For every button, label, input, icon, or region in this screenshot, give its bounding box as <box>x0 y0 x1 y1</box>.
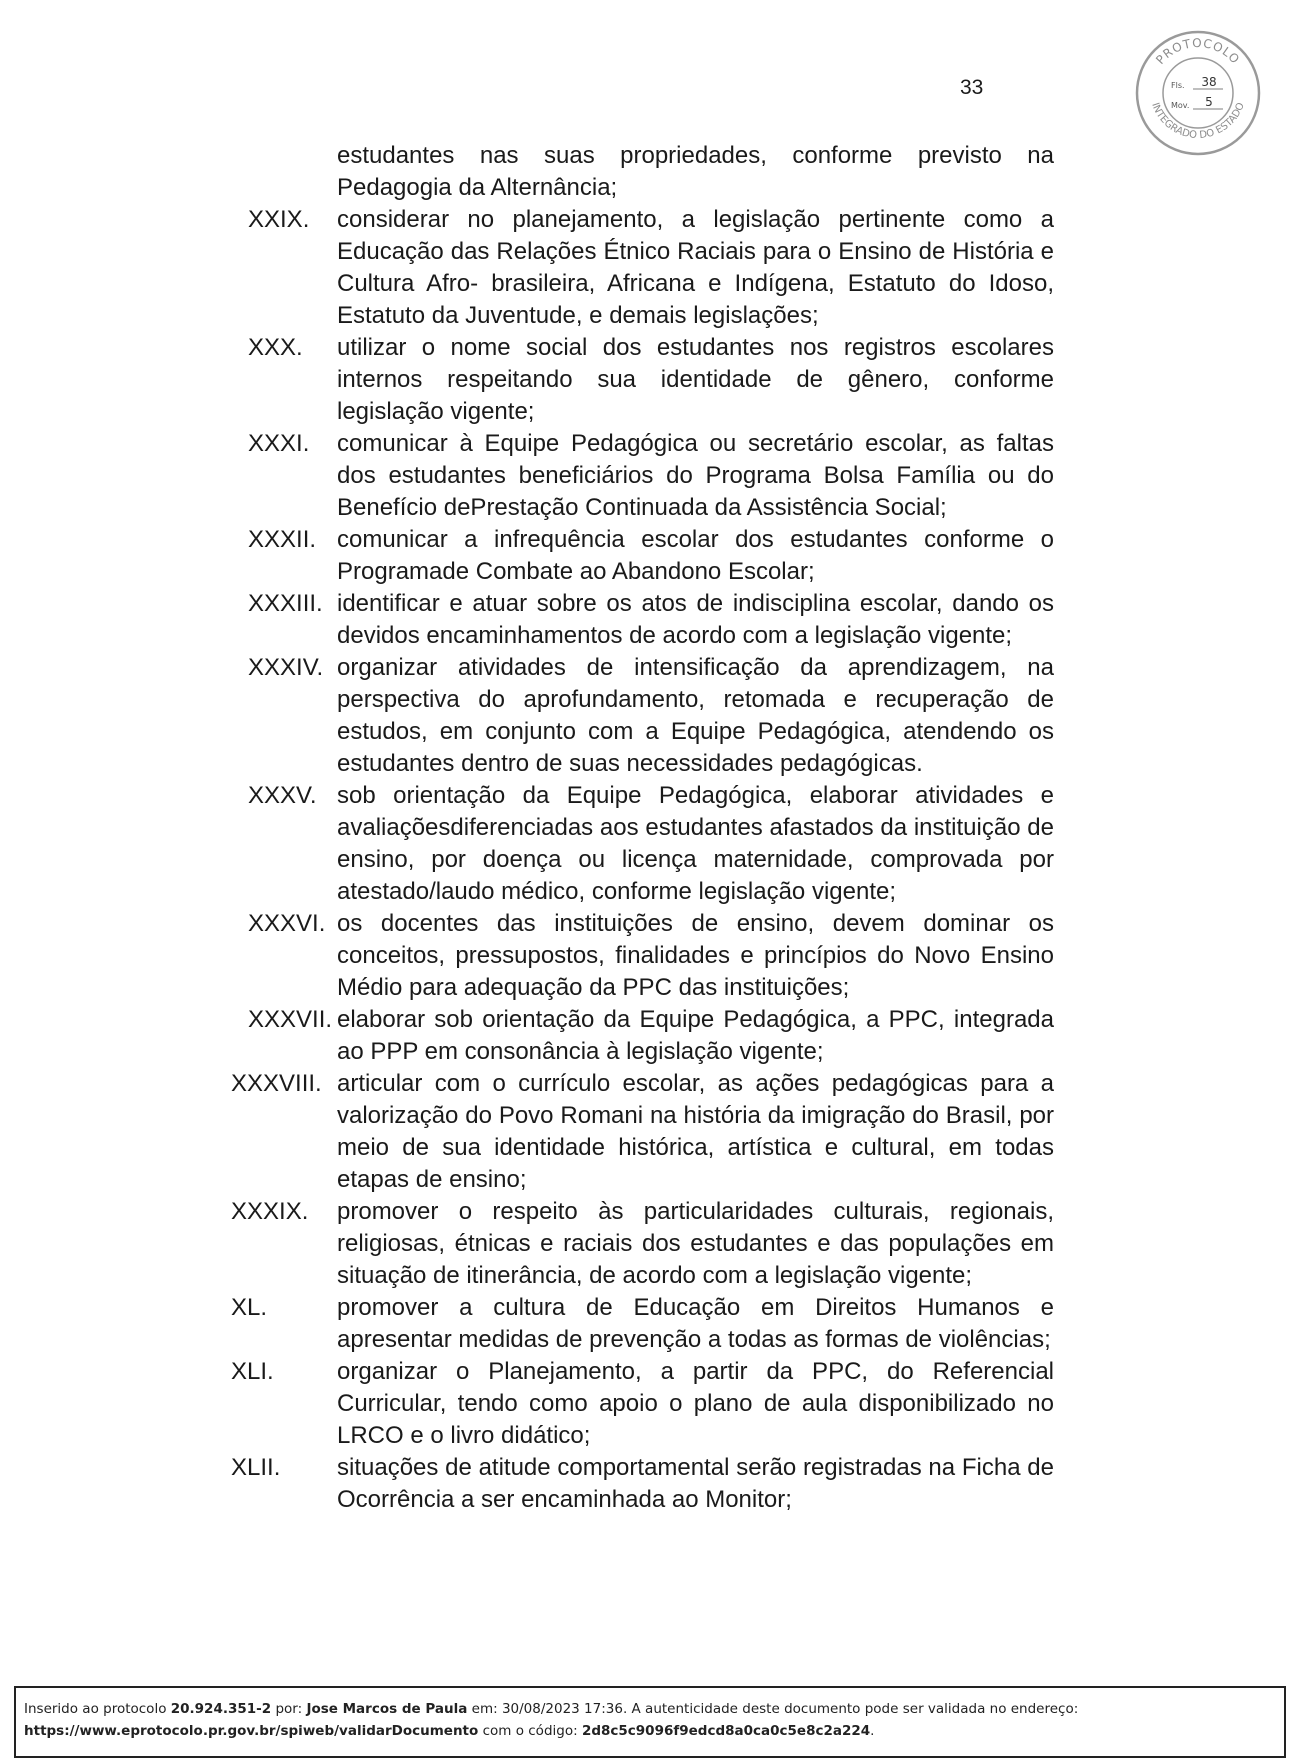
item-text: promover a cultura de Educação em Direitos Humanos e apresentar medidas de prevenção a todas as formas de violências; <box>337 1294 1054 1353</box>
list-item <box>0 1004 1290 1068</box>
item-text: identificar e atuar sobre os atos de indisciplina escolar, dando os devidos encaminhamentos de acordo com a legislação vigente; <box>337 590 1054 649</box>
continuation-text: estudantes nas suas propriedades, conforme previsto na Pedagogia da Alternância; <box>337 142 1054 201</box>
item-number: XL. <box>231 1294 268 1321</box>
stamp-fls-value: 38 <box>1201 75 1217 89</box>
protocol-stamp <box>1135 30 1261 156</box>
list-item <box>0 428 1290 524</box>
item-number: XLII. <box>231 1454 281 1481</box>
item-text: comunicar a infrequência escolar dos estudantes conforme o Programade Combate ao Abandono Escolar; <box>337 526 1054 585</box>
author-name: Jose Marcos de Paula <box>306 1701 468 1717</box>
item-number: XXX. <box>248 334 303 361</box>
item-number: XLI. <box>231 1358 274 1385</box>
protocol-number: 20.924.351-2 <box>170 1701 272 1717</box>
item-number: XXXVIII. <box>231 1070 322 1097</box>
footer-text: por: <box>271 1701 307 1717</box>
footer-line-1 <box>24 1698 1274 1720</box>
list-item <box>0 780 1290 908</box>
footer-text: Inserido ao protocolo <box>24 1701 171 1717</box>
list-item <box>0 1356 1290 1452</box>
item-number: XXXIX. <box>231 1198 309 1225</box>
list-item <box>0 1068 1290 1196</box>
list-item <box>0 1452 1290 1516</box>
validation-code: 2d8c5c9096f9edcd8a0ca0c5e8c2a224 <box>581 1723 871 1739</box>
item-number: XXXI. <box>248 430 310 457</box>
item-number: XXXIII. <box>248 590 323 617</box>
item-text: considerar no planejamento, a legislação pertinente como a Educação das Relações Étnico Raciais para o Ensino de História e Cultura Afro- brasileira, Africana e Indígena, Estatuto do Idoso, Estatuto da Juventude, e demais legislações; <box>337 206 1054 329</box>
item-number: XXXII. <box>248 526 317 553</box>
item-text: organizar o Planejamento, a partir da PPC, do Referencial Curricular, tendo como apoio o plano de aula disponibilizado no LRCO e o livro didático; <box>337 1358 1054 1449</box>
item-number: XXIX. <box>248 206 310 233</box>
footer-text: em: 30/08/2023 17:36. A autenticidade deste documento pode ser validada no endereço: <box>467 1701 1079 1717</box>
item-text: elaborar sob orientação da Equipe Pedagógica, a PPC, integrada ao PPP em consonância à legislação vigente; <box>337 1006 1054 1065</box>
item-number: XXXVI. <box>248 910 326 937</box>
stamp-arc-top: PROTOCOLO <box>1153 35 1243 67</box>
list-item <box>0 204 1290 332</box>
item-text: articular com o currículo escolar, as ações pedagógicas para a valorização do Povo Romani na história da imigração do Brasil, por meio de sua identidade histórica, artística e cultural, em todas etapas de ensino; <box>337 1070 1054 1193</box>
document-body <box>0 140 1290 1516</box>
list-item <box>0 652 1290 780</box>
list-item <box>0 1196 1290 1292</box>
validation-url[interactable]: https://www.eprotocolo.pr.gov.br/spiweb/validarDocumento <box>24 1723 479 1739</box>
item-number: XXXVII. <box>248 1006 333 1033</box>
item-number: XXXIV. <box>248 654 324 681</box>
item-text: sob orientação da Equipe Pedagógica, elaborar atividades e avaliaçõesdiferenciadas aos estudantes afastados da instituição de ensino, por doença ou licença maternidade, comprovada por atestado/laudo médico, conforme legislação vigente; <box>337 782 1054 905</box>
item-text: situações de atitude comportamental serão registradas na Ficha de Ocorrência a ser encaminhada ao Monitor; <box>337 1454 1054 1513</box>
item-number: XXXV. <box>248 782 317 809</box>
page-number: 33 <box>960 76 984 99</box>
footer-text: . <box>870 1723 875 1739</box>
continuation-paragraph <box>0 140 1290 204</box>
list-item <box>0 588 1290 652</box>
item-text: organizar atividades de intensificação da aprendizagem, na perspectiva do aprofundamento, retomada e recuperação de estudos, em conjunto com a Equipe Pedagógica, atendendo os estudantes dentro de suas necessidades pedagógicas. <box>337 654 1054 777</box>
list-item <box>0 524 1290 588</box>
list-item <box>0 908 1290 1004</box>
stamp-arc-bottom: INTEGRADO DO ESTADO <box>1149 101 1247 142</box>
list-item <box>0 332 1290 428</box>
item-text: comunicar à Equipe Pedagógica ou secretário escolar, as faltas dos estudantes beneficiários do Programa Bolsa Família ou do Benefício dePrestação Continuada da Assistência Social; <box>337 430 1054 521</box>
stamp-mov-label: Mov. <box>1171 101 1190 110</box>
item-text: promover o respeito às particularidades culturais, regionais, religiosas, étnicas e raciais dos estudantes e das populações em situação de itinerância, de acordo com a legislação vigente; <box>337 1198 1054 1289</box>
authentication-footer <box>14 1686 1286 1758</box>
list-item <box>0 1292 1290 1356</box>
stamp-mov-value: 5 <box>1205 95 1213 109</box>
footer-line-2 <box>24 1720 1274 1742</box>
item-text: utilizar o nome social dos estudantes nos registros escolares internos respeitando sua identidade de gênero, conforme legislação vigente; <box>337 334 1054 425</box>
item-text: os docentes das instituições de ensino, devem dominar os conceitos, pressupostos, finalidades e princípios do Novo Ensino Médio para adequação da PPC das instituições; <box>337 910 1054 1001</box>
stamp-fls-label: Fls. <box>1171 81 1185 90</box>
footer-text: com o código: <box>478 1723 582 1739</box>
svg-text:INTEGRADO DO ESTADO <box>1149 101 1247 141</box>
